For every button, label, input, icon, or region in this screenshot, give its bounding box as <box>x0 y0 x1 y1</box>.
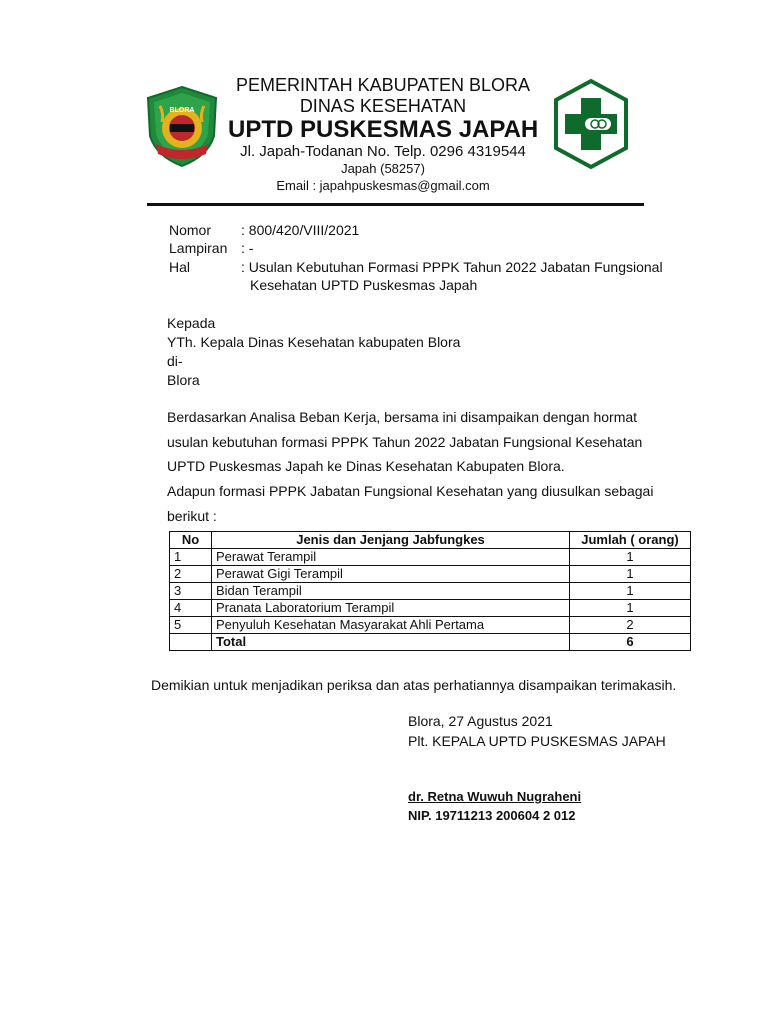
cell-no-empty <box>170 634 212 651</box>
recipient-kepada: Kepada <box>167 315 216 331</box>
cell-jenis: Pranata Laboratorium Terampil <box>212 600 570 617</box>
recipient-di: di- <box>167 353 183 369</box>
cell-no: 5 <box>170 617 212 634</box>
table-row <box>170 617 691 634</box>
puskesmas-logo <box>552 78 630 170</box>
office-title: UPTD PUSKESMAS JAPAH <box>228 116 539 143</box>
signature-date: Blora, 27 Agustus 2021 <box>408 713 553 729</box>
signature-name: dr. Retna Wuwuh Nugraheni <box>408 789 582 804</box>
cell-jumlah: 1 <box>570 549 691 566</box>
signature-position: Plt. KEPALA UPTD PUSKESMAS JAPAH <box>408 733 666 749</box>
table-row <box>170 549 691 566</box>
cell-no: 2 <box>170 566 212 583</box>
cell-no: 1 <box>170 549 212 566</box>
header-jenis: Jenis dan Jenjang Jabfungkes <box>212 532 570 549</box>
table-total-row <box>170 634 691 651</box>
body-line-4: Adapun formasi PPPK Jabatan Fungsional Kesehatan yang diusulkan sebagai <box>167 483 654 499</box>
body-line-2: usulan kebutuhan formasi PPPK Tahun 2022 Jabatan Fungsional Kesehatan <box>167 434 643 450</box>
emblem-text: BLORA <box>169 107 195 114</box>
cell-jenis: Perawat Terampil <box>212 549 570 566</box>
letterhead-divider <box>147 203 644 206</box>
hal-value-2: Kesehatan UPTD Puskesmas Japah <box>250 277 478 293</box>
table-row <box>170 583 691 600</box>
cell-jenis: Bidan Terampil <box>212 583 570 600</box>
header-no: No <box>170 532 212 549</box>
recipient-name: YTh. Kepala Dinas Kesehatan kabupaten Blora <box>167 334 461 350</box>
office-address: Jl. Japah-Todanan No. Telp. 0296 4319544 <box>240 143 526 160</box>
office-city: Japah (58257) <box>341 161 425 176</box>
header-jumlah: Jumlah ( orang) <box>570 532 691 549</box>
nomor-value: : 800/420/VIII/2021 <box>241 222 360 238</box>
body-line-3: UPTD Puskesmas Japah ke Dinas Kesehatan Kabupaten Blora. <box>167 458 565 474</box>
table-header-row <box>170 532 691 549</box>
cell-jumlah: 1 <box>570 566 691 583</box>
total-value: 6 <box>570 634 691 651</box>
lampiran-label: Lampiran <box>169 240 228 256</box>
dept-title: DINAS KESEHATAN <box>299 96 467 116</box>
cell-jumlah: 1 <box>570 600 691 617</box>
gov-title: PEMERINTAH KABUPATEN BLORA <box>235 75 531 95</box>
body-line-5: berikut : <box>167 508 217 524</box>
cell-jumlah: 1 <box>570 583 691 600</box>
hal-label: Hal <box>169 259 191 275</box>
body-line-1: Berdasarkan Analisa Beban Kerja, bersama ini disampaikan dengan hormat <box>167 409 638 425</box>
recipient-city: Blora <box>167 372 200 388</box>
cell-jumlah: 2 <box>570 617 691 634</box>
blora-emblem-logo <box>142 84 222 170</box>
nomor-label: Nomor <box>169 222 212 238</box>
closing-text: Demikian untuk menjadikan periksa dan atas perhatiannya disampaikan terimakasih. <box>151 677 677 693</box>
cell-jenis: Penyuluh Kesehatan Masyarakat Ahli Pertama <box>212 617 570 634</box>
signature-nip: NIP. 19711213 200604 2 012 <box>408 808 576 823</box>
total-label: Total <box>212 634 570 651</box>
cell-no: 4 <box>170 600 212 617</box>
formasi-table <box>169 531 691 651</box>
hal-value-1: : Usulan Kebutuhan Formasi PPPK Tahun 2022 Jabatan Fungsional <box>241 259 663 275</box>
table-row <box>170 566 691 583</box>
cell-no: 3 <box>170 583 212 600</box>
cell-jenis: Perawat Gigi Terampil <box>212 566 570 583</box>
table-row <box>170 600 691 617</box>
lampiran-value: : - <box>241 240 254 256</box>
office-email: Email : japahpuskesmas@gmail.com <box>276 178 490 193</box>
